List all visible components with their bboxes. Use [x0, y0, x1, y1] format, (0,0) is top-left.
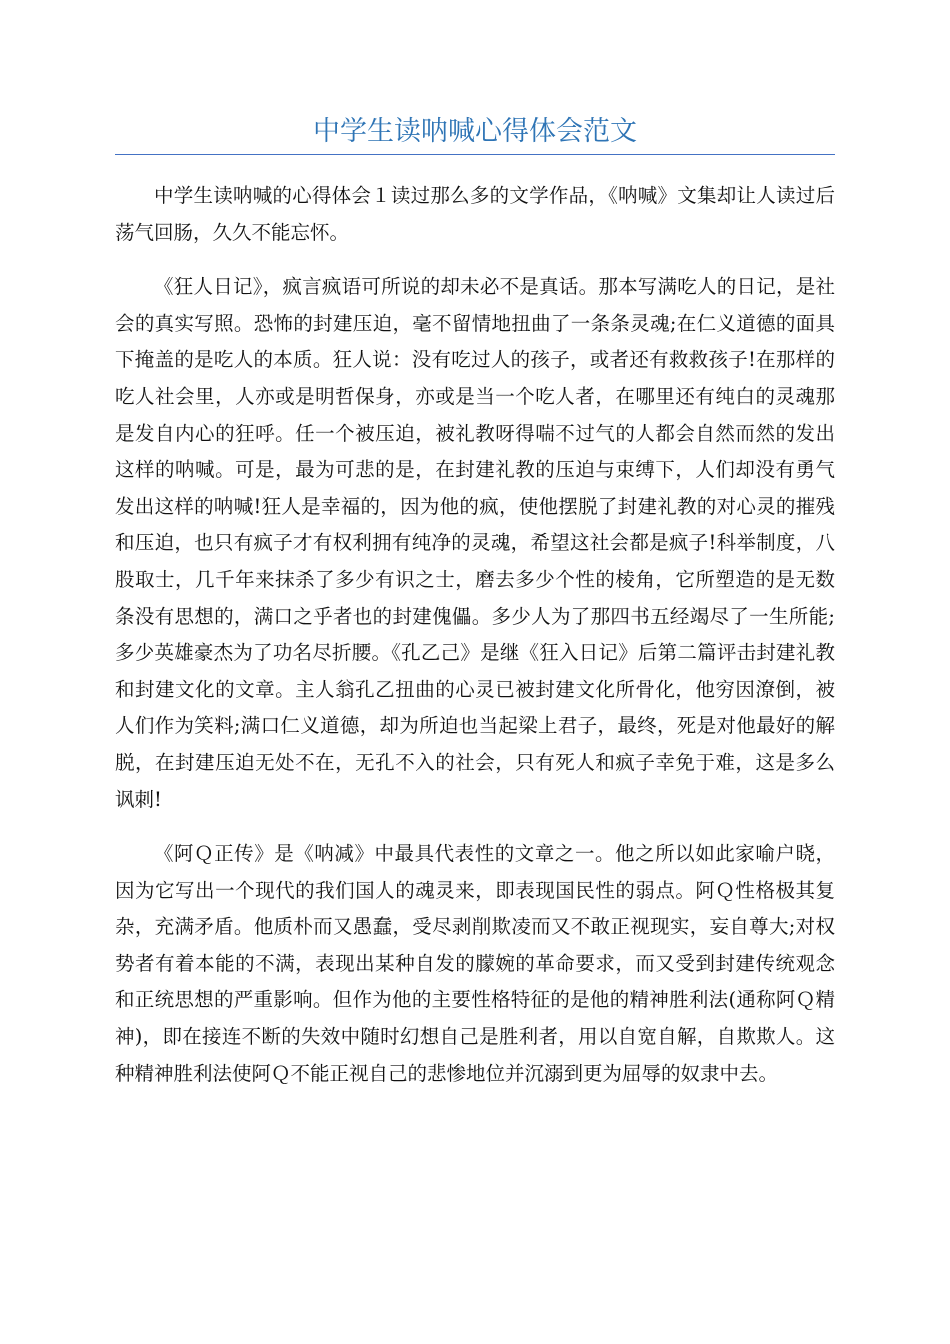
paragraph-madman-diary: 《狂人日记》，疯言疯语可所说的却未必不是真话。那本写满吃人的日记，是社会的真实写照。恐怖的封建压迫，毫不留情地扭曲了一条条灵魂;在仁义道德的面具下掩盖的是吃人的本质。狂人说：没有吃过人的孩子，或者还有救救孩子!在那样的吃人社会里，人亦或是明哲保身，亦或是当一个吃人者，在哪里还有纯白的灵魂那是发自内心的狂呼。任一个被压迫，被礼教呀得喘不过气的人都会自然而然的发出这样的呐喊。可是，最为可悲的是，在封建礼教的压迫与束缚下，人们却没有勇气发出这样的呐喊!狂人是幸福的，因为他的疯，使他摆脱了封建礼教的对心灵的摧残和压迫，也只有疯子才有权利拥有纯净的灵魂，希望这社会都是疯子!科举制度，八股取士，几千年来抹杀了多少有识之士，磨去多少个性的棱角，它所塑造的是无数条没有思想的，满口之乎者也的封建傀儡。多少人为了那四书五经竭尽了一生所能;多少英雄豪杰为了功名尽折腰。《孔乙己》是继《狂入日记》后第二篇评击封建礼教和封建文化的文章。主人翁孔乙扭曲的心灵已被封建文化所骨化，他穷因潦倒，被人们作为笑料;满口仁义道德，却为所迫也当起梁上君子，最终，死是对他最好的解脱，在封建压迫无处不在，无孔不入的社会，只有死人和疯子幸免于难，这是多么讽刺! — [115, 275, 835, 811]
document-title: 中学生读呐喊心得体会范文 — [313, 116, 637, 147]
title-underline — [115, 154, 835, 155]
paragraph-ah-q: 《阿Ｑ正传》是《呐减》中最具代表性的文章之一。他之所以如此家喻户晓，因为它写出一个现代的我们国人的魂灵来，即表现国民性的弱点。阿Ｑ性格极其复杂，充满矛盾。他质朴而又愚蠢，受尽剥削欺凌而又不敢正视现实，妄自尊大;对权势者有着本能的不满，表现出某种自发的朦婉的革命要求，而又受到封建传统观念和正统思想的严重影响。但作为他的主要性格特征的是他的精神胜利法(通称阿Ｑ精神)，即在接连不断的失效中随时幻想自己是胜利者，用以自宽自解，自欺欺人。这种精神胜利法使阿Ｑ不能正视自己的悲惨地位并沉溺到更为屈辱的奴隶中去。 — [115, 842, 835, 1085]
paragraph-intro: 中学生读呐喊的心得体会１读过那么多的文学作品，《呐喊》文集却让人读过后荡气回肠，久久不能忘怀。 — [115, 184, 835, 244]
document-body — [115, 178, 835, 1110]
